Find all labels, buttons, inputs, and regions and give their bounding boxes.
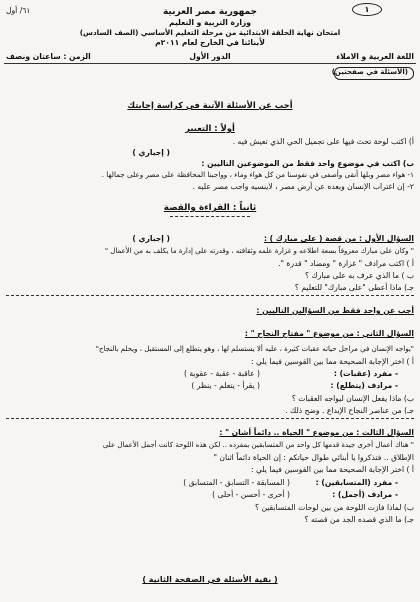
q2-a1-options: ( عاقبة - عقبة - عقوبة ) <box>184 369 260 378</box>
composition-a-tag: ( إجباري ) <box>132 148 170 157</box>
q3-b: ب) لماذا فازت اللوحة من بين لوحات المتسابقين ؟ <box>255 503 414 512</box>
q3-a: أ ) اختر الإجابة الصحيحة مما بين القوسين فيما يلي : <box>250 465 414 474</box>
reading-heading-rule <box>170 216 250 217</box>
q2-c: جـ) من عناصر النجاح الإبداع . وضح ذلك . <box>285 406 414 415</box>
q1-tag: ( إجباري ) <box>132 234 170 243</box>
q2-passage: "يواجه الإنسان في مراحل حياته عقبات كثيرة ، عليه ألا يستسلم لها ، وهو يتطلع إلى المستقبل ، ويحلم بالنجاح" <box>95 345 414 353</box>
q3-a1-options: ( المسابقة - التسابق - المتسابق ) <box>183 478 290 487</box>
q2-separator <box>6 418 414 419</box>
exam-time: الزمن : ساعتان ونصف <box>6 52 91 61</box>
choose-one-instruction: أجب عن واحد فقط من السؤالين التاليين : <box>256 306 414 315</box>
q2-a2-label: - مرادف (يتطلع) : <box>330 381 398 390</box>
q1-b: ب ) ما الذي عرف به على مبارك ؟ <box>305 271 414 280</box>
q2-b: ب) ماذا يفعل الإنسان ليواجه العقبات ؟ <box>291 394 414 403</box>
pages-note: (الأسئلة في صفحتين) <box>331 68 408 76</box>
q2-title: السؤال الثاني : من موضوع " مفتاح النجاح " : <box>244 329 414 338</box>
q3-passage-line-1: " هناك أعمال أخرى جيدة قدمها كل واحد من المتسابقين بمفرده .. لكن هذه اللوحة كانت أجمل الأعمال على <box>102 441 414 449</box>
page-number: ١ <box>352 3 382 16</box>
composition-heading: أولاً : التعبير <box>185 123 235 133</box>
composition-topic-1: ١- هواء مصر وبلها أنقى وأصفى في نفوسنا من كل هواء وماء ، وواجبنا المحافظة على مصر وعلى جمالها . <box>101 170 414 179</box>
exam-subtitle: لأبنائنا في الخارج لعام ٢٠١١م <box>155 38 265 47</box>
q3-a1-label: - مفرد (المتسابقين) : <box>315 478 398 487</box>
q1-passage: " وكان على مبارك معروفاً بسعة اطلاعه و غزارة علمه وثقافته ، وقدرته على إدارة ما يكلف به من الأعمال " <box>104 247 414 255</box>
composition-topic-2: ٢- إن اغتراب الإنسان وبعده عن أرض مصر ، لاينسيه واجب مصر عليه . <box>192 182 414 191</box>
header-rule <box>4 63 416 64</box>
q3-c: جـ) ما الذي قصده الجد من قصته ؟ <box>304 515 414 524</box>
exam-round: الدور الأول <box>189 52 231 61</box>
republic-name: جمهورية مصر العربية <box>162 7 258 17</box>
q1-separator <box>6 295 414 296</box>
q2-a2-options: ( يقرأ - يتعلم - ينظر ) <box>191 381 260 390</box>
exam-code: ٦١/ أول <box>6 6 31 15</box>
q1-c: جـ) ماذا أعطى "على مبارك" للتعليم ؟ <box>294 283 414 292</box>
q1-a: أ ) اكتب مرادف " غزارة " ومضاد " قدرة ". <box>278 259 414 268</box>
q3-passage-line-2: الإطلاق .. فتذكروا يا أبنائي طوال حياتكم : إن الحياة دائماً اثنان " <box>213 453 414 462</box>
reading-heading: ثانياً : القراءة والقصة <box>163 203 257 213</box>
q2-a1-label: - مفرد (عقبات) : <box>333 369 398 378</box>
q2-a: أ ) اختر الإجابة الصحيحة مما بين القوسين فيما يلي : <box>250 357 414 366</box>
continue-note: ( بقية الأسئلة في الصفحة الثانية ) <box>142 575 278 584</box>
composition-a: أ) اكتب لوحة تحث فيها على تجميل الحي الذي تعيش فيه . <box>232 137 414 146</box>
q3-a2-options: ( أحرى - أحسن - أحلى ) <box>212 490 290 499</box>
q1-title: السؤال الأول : من قصة ( على مبارك ) : <box>263 234 414 243</box>
exam-title: امتحان نهاية الحلقة الابتدائية من مرحلة التعليم الأساسي (الصف السادس) <box>79 28 341 37</box>
composition-b: ب) اكتب في موضوع واحد فقط من الموضوعين التاليين : <box>201 159 414 168</box>
q3-a2-label: - مرادف (أجمل) : <box>332 490 398 499</box>
q3-title: السؤال الثالث : من موضوع " الحياة .. دائماً أشان " : <box>219 428 414 437</box>
main-instruction: أجب عن الأسئلة الآتية في كراسة إجابتك <box>127 100 293 110</box>
subject-name: اللغة العربية و الاملاء <box>336 52 414 61</box>
ministry-name: وزارة التربية و التعليم <box>168 18 252 27</box>
